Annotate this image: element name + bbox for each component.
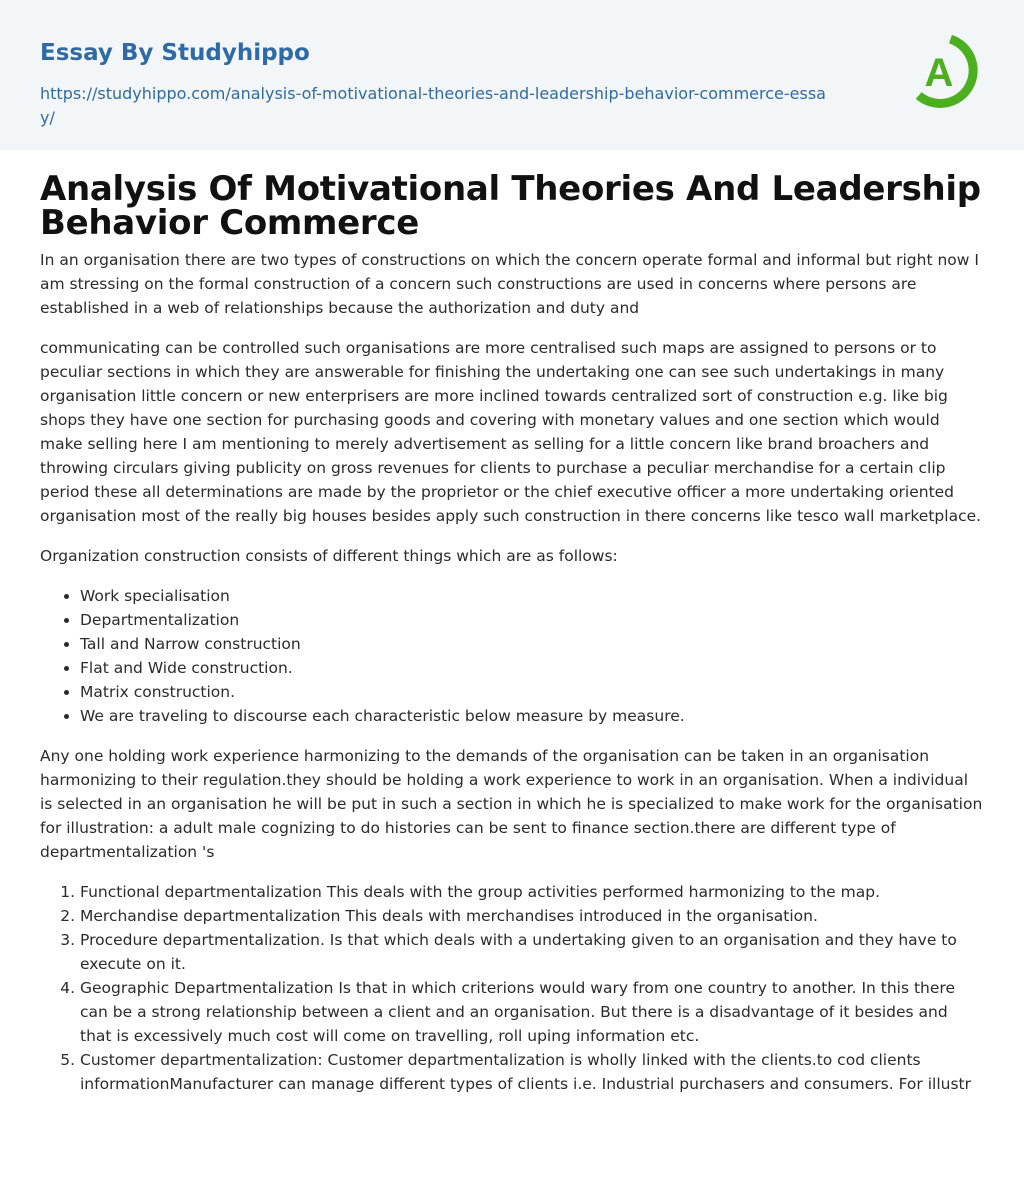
- departmentalization-numbered-list: [40, 880, 984, 1096]
- source-url-link[interactable]: https://studyhippo.com/analysis-of-motivational-theories-and-leadership-behavior-commerce-essay/: [40, 84, 826, 127]
- list-item: • Departmentalization: [80, 608, 984, 632]
- list-item: 2. Merchandise departmentalization This deals with merchandises introduced in the organisation.: [80, 904, 984, 928]
- paragraph: communicating can be controlled such organisations are more centralised such maps are assigned to persons or to peculiar sections in which they are answerable for finishing the undertaking one can see such undertakings in many organisation little concern or new enterprisers are more inclined towards centralized sort of construction e.g. like big shops they have one section for purchasing goods and covering with monetary values and one section which would make selling here I am mentioning to merely advertisement as selling for a little concern like brand broachers and throwing circulars giving publicity on gross revenues for clients to purchase a peculiar merchandise for a certain clip period these all determinations are made by the proprietor or the chief executive officer a more undertaking oriented organisation most of the really big houses besides apply such construction in there concerns like tesco wall marketplace.: [40, 339, 982, 525]
- site-header: [0, 0, 1024, 150]
- paragraph: Organization construction consists of different things which are as follows:: [40, 547, 618, 565]
- list-item: • Tall and Narrow construction: [80, 632, 984, 656]
- structure-bullet-list: [40, 584, 984, 728]
- list-item: 3. Procedure departmentalization. Is that which deals with a undertaking given to an organisation and they have to execute on it.: [80, 928, 984, 976]
- list-item: 4. Geographic Departmentalization Is that in which criterions would wary from one country to another. In this there can be a strong relationship between a client and an organisation. But there is a disadvantage of it besides and that is excessively much cost will come on travelling, roll uping information etc.: [80, 976, 984, 1048]
- essay-main: [0, 169, 1024, 1096]
- list-item: • Flat and Wide construction.: [80, 656, 984, 680]
- logo-letter: A: [924, 51, 954, 95]
- list-item: • We are traveling to discourse each characteristic below measure by measure.: [80, 704, 984, 728]
- essay-title: Analysis Of Motivational Theories And Leadership Behavior Commerce: [40, 169, 981, 243]
- brand-title[interactable]: Essay By Studyhippo: [40, 40, 310, 66]
- list-item: 5. Customer departmentalization: Customer departmentalization is wholly linked with the clients.to cod clients informationManufacturer can manage different types of clients i.e. Industrial purchasers and consumers. For illustr: [80, 1048, 984, 1096]
- studyhippo-logo-icon[interactable]: [906, 28, 988, 116]
- paragraph: Any one holding work experience harmonizing to the demands of the organisation can be taken in an organisation harmonizing to their regulation.they should be holding a work experience to work in an organisation. When a individual is selected in an organisation he will be put in such a section in which he is specialized to make work for the organisation for illustration: a adult male cognizing to do histories can be sent to finance section.there are different type of departmentalization 's: [40, 747, 983, 861]
- paragraph: In an organisation there are two types of constructions on which the concern operate formal and informal but right now I am stressing on the formal construction of a concern such constructions are used in concerns where persons are established in a web of relationships because the authorization and duty and: [40, 251, 979, 317]
- list-item: • Work specialisation: [80, 584, 984, 608]
- essay-body: [40, 248, 984, 1096]
- list-item: • Matrix construction.: [80, 680, 984, 704]
- list-item: 1. Functional departmentalization This deals with the group activities performed harmonizing to the map.: [80, 880, 984, 904]
